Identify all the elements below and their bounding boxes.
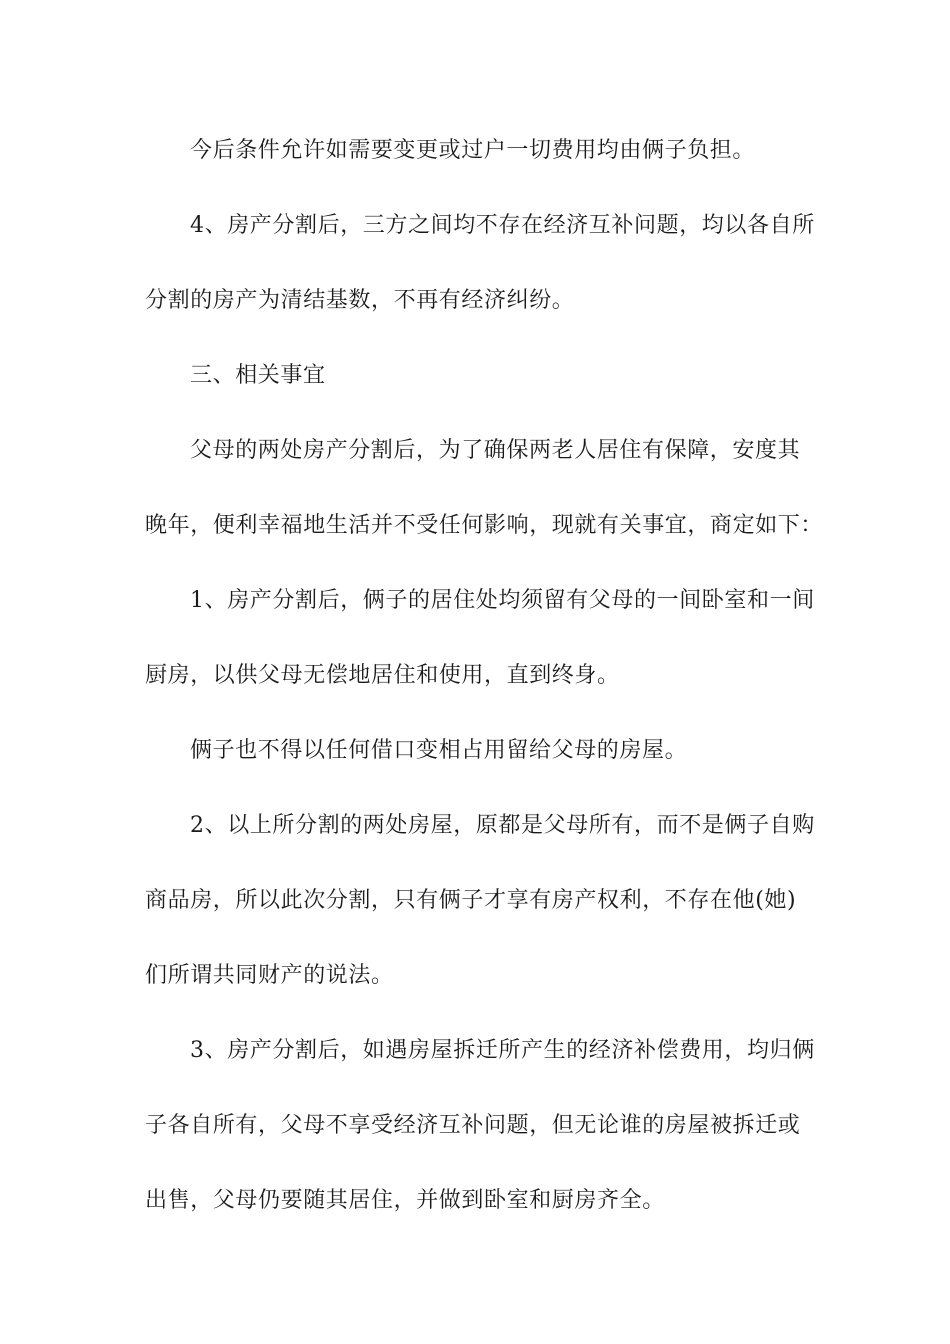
text-line: 子各自所有，父母不享受经济互补问题，但无论谁的房屋被拆迁或 bbox=[145, 1113, 801, 1138]
text-line: 今后条件允许如需要变更或过户一切费用均由俩子负担。 bbox=[190, 138, 756, 163]
text-line: 出售，父母仍要随其居住，并做到卧室和厨房齐全。 bbox=[145, 1188, 665, 1213]
text-line: 们所谓共同财产的说法。 bbox=[145, 963, 394, 988]
text-line: 2、以上所分割的两处房屋，原都是父母所有，而不是俩子自购 bbox=[190, 813, 815, 838]
text-line: 父母的两处房产分割后，为了确保两老人居住有保障，安度其 bbox=[190, 438, 801, 463]
text-line: 3、房产分割后，如遇房屋拆迁所产生的经济补偿费用，均归俩 bbox=[190, 1038, 815, 1063]
text-line: 1、房产分割后，俩子的居住处均须留有父母的一间卧室和一间 bbox=[190, 588, 815, 613]
text-line: 4、房产分割后，三方之间均不存在经济互补问题，均以各自所 bbox=[190, 213, 815, 238]
text-line: 商品房，所以此次分割，只有俩子才享有房产权利，不存在他(她) bbox=[145, 888, 797, 913]
text-line: 俩子也不得以任何借口变相占用留给父母的房屋。 bbox=[190, 738, 688, 763]
text-line: 分割的房产为清结基数，不再有经济纠纷。 bbox=[145, 288, 575, 313]
text-line: 晚年，便利幸福地生活并不受任何影响，现就有关事宜，商定如下： bbox=[145, 513, 824, 538]
text-line: 厨房，以供父母无偿地居住和使用，直到终身。 bbox=[145, 663, 620, 688]
section-heading: 三、相关事宜 bbox=[190, 363, 326, 388]
